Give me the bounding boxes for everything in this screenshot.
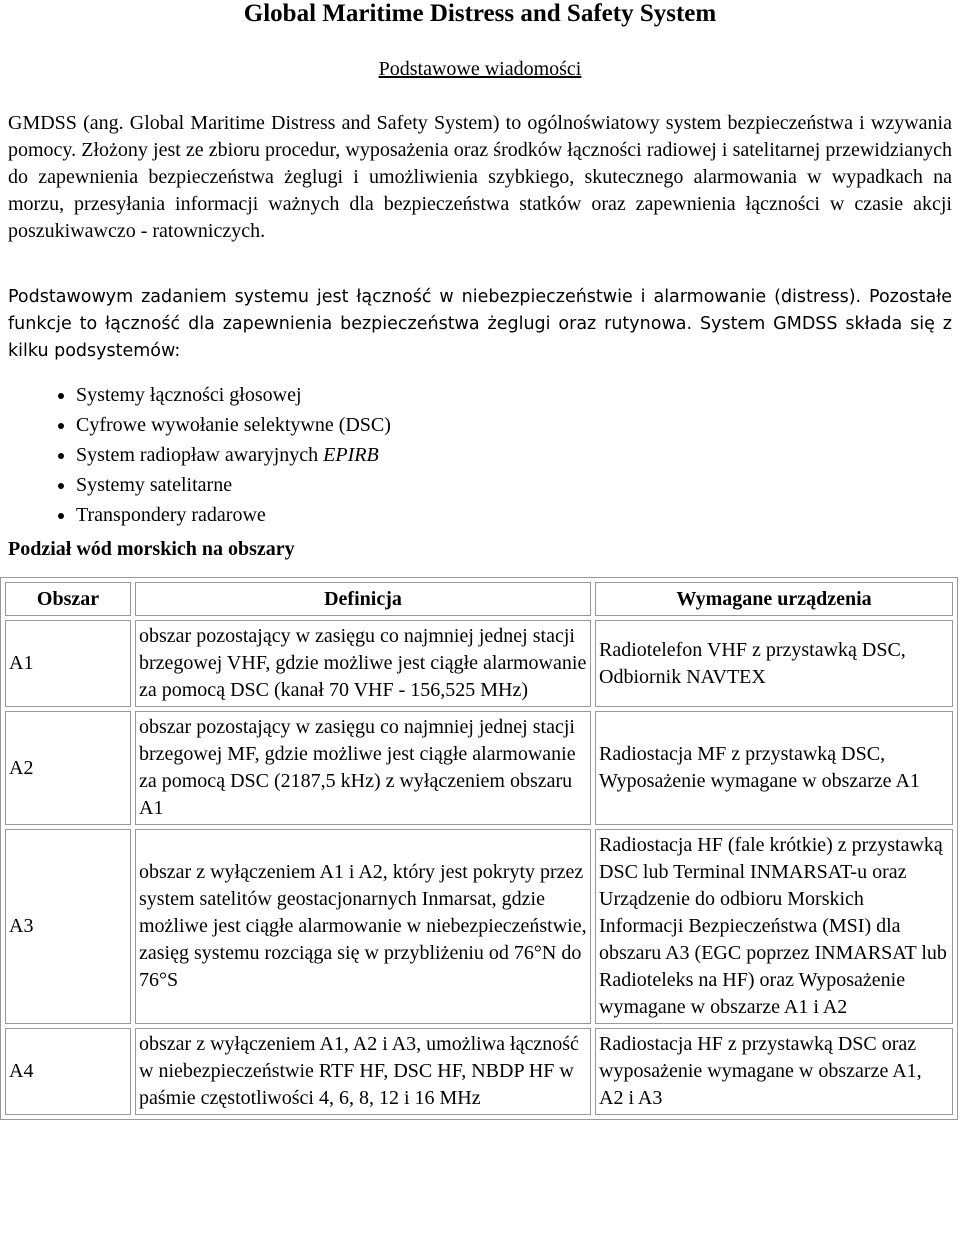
table-header-row (5, 582, 953, 616)
list-item (76, 380, 960, 410)
table-row (5, 1028, 953, 1115)
column-header-equipment: Wymagane urządzenia (595, 582, 953, 616)
definition-cell: obszar pozostający w zasięgu co najmniej jednej stacji brzegowej MF, gdzie możliwe jest ciągłe alarmowanie za pomocą DSC (2187,5 kHz) z wyłączeniem obszaru A1 (135, 711, 591, 825)
list-item-text: Systemy satelitarne (76, 474, 233, 496)
intro-rest-text: Złożony jest ze zbioru procedur, wyposażenia oraz środków łączności radiowej i satelitarnej przewidzianych do zapewnienia bezpieczeństwa żeglugi i umożliwienia szybkiego, skutecznego alarmowania w wypadkach na morzu, przesyłania informacji ważnych dla bezpieczeństwa statków oraz zapewnienia łączności w czasie akcji poszukiwawczo - ratowniczych. (8, 139, 953, 242)
intro-paragraph (8, 110, 952, 245)
list-item-text: Cyfrowe wywołanie selektywne (DSC) (76, 414, 391, 436)
area-code-cell: A4 (5, 1028, 131, 1115)
definition-cell: obszar pozostający w zasięgu co najmniej jednej stacji brzegowej VHF, gdzie możliwe jest ciągłe alarmowanie za pomocą DSC (kanał 70 VHF - 156,525 MHz) (135, 620, 591, 707)
page-subtitle: Podstawowe wiadomości (378, 58, 582, 80)
column-header-area: Obszar (5, 582, 131, 616)
list-item-text: System radiopław awaryjnych (76, 444, 324, 466)
list-item (76, 440, 960, 470)
column-header-definition: Definicja (135, 582, 591, 616)
area-code-cell: A1 (5, 620, 131, 707)
page-title: Global Maritime Distress and Safety System (243, 0, 717, 27)
epirb-abbreviation: EPIRB (323, 444, 379, 466)
section-heading: Podział wód morskich na obszary (8, 538, 295, 560)
table-row (5, 711, 953, 825)
table-row (5, 829, 953, 1024)
table-row (5, 620, 953, 707)
area-code-cell: A3 (5, 829, 131, 1024)
subsystems-paragraph (8, 284, 952, 365)
equipment-cell: Radiostacja HF (fale krótkie) z przystawką DSC lub Terminal INMARSAT-u oraz Urządzenie do odbioru Morskich Informacji Bezpieczeństwa (MSI) dla obszaru A3 (EGC poprzez INMARSAT lub Radioteleks na HF) oraz Wyposażenie wymagane w obszarze A1 i A2 (595, 829, 953, 1024)
list-item (76, 410, 960, 440)
intro-lead-text: GMDSS (ang. Global Maritime Distress and Safety System) to ogólnoświatowy system bezpieczeństwa i wzywania pomocy. (8, 112, 952, 161)
equipment-cell: Radiotelefon VHF z przystawką DSC, Odbiornik NAVTEX (595, 620, 953, 707)
equipment-cell: Radiostacja HF z przystawką DSC oraz wyposażenie wymagane w obszarze A1, A2 i A3 (595, 1028, 953, 1115)
definition-cell: obszar z wyłączeniem A1 i A2, który jest pokryty przez system satelitów geostacjonarnych Inmarsat, gdzie możliwe jest ciągłe alarmowanie w niebezpieczeństwie, zasięg systemu rozciąga się w przybliżeniu od 76°N do 76°S (135, 829, 591, 1024)
list-item-text: Transpondery radarowe (76, 504, 266, 526)
definition-cell: obszar z wyłączeniem A1, A2 i A3, umożliwa łączność w niebezpieczeństwie RTF HF, DSC HF, NBDP HF w paśmie częstotliwości 4, 6, 8, 12 i 16 MHz (135, 1028, 591, 1115)
para2-text-a: Podstawowym zadaniem systemu jest łączność w niebezpieczeństwie i alarmowanie (distress). Pozostałe funkcje to łączność dla zapewnienia bezpieczeństwa żeglugi oraz rutynowa. (8, 287, 952, 334)
list-item (76, 470, 960, 500)
sea-areas-table (0, 577, 958, 1120)
list-item-text: Systemy łączności głosowej (76, 384, 302, 406)
list-item (76, 500, 960, 530)
subsystems-list (0, 380, 960, 530)
para2-text-b: System GMDSS składa się z kilku podsystemów: (8, 314, 952, 361)
equipment-cell: Radiostacja MF z przystawką DSC, Wyposażenie wymagane w obszarze A1 (595, 711, 953, 825)
area-code-cell: A2 (5, 711, 131, 825)
